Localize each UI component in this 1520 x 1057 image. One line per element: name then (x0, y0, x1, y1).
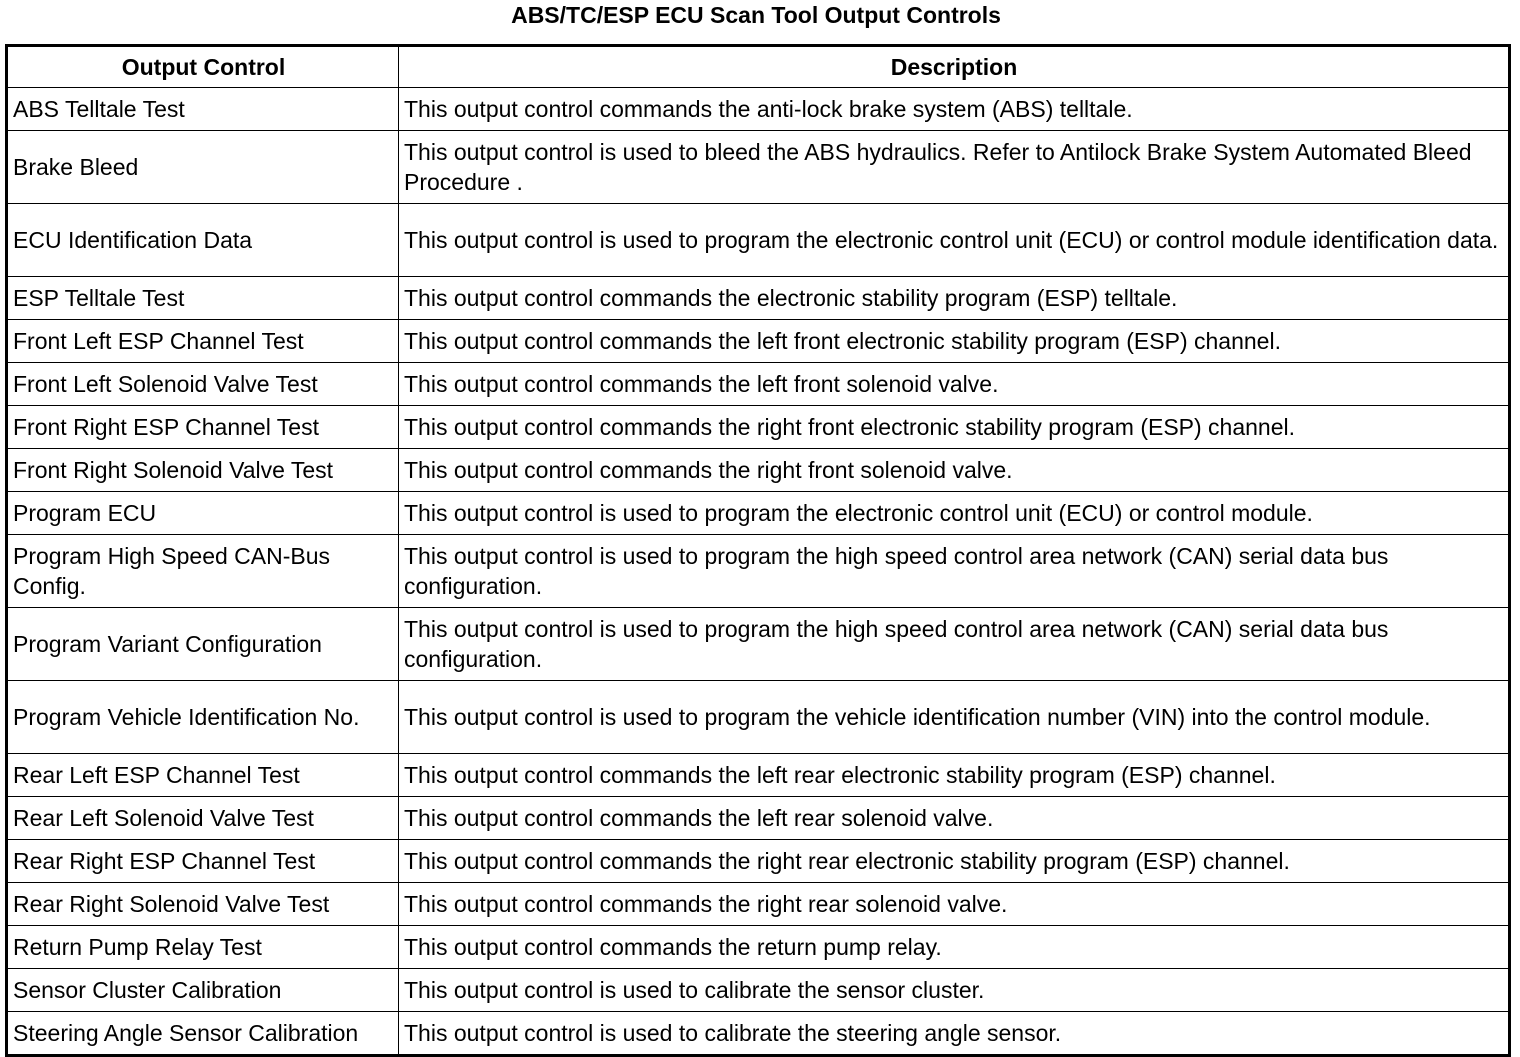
output-control-cell: Program Variant Configuration (7, 608, 399, 681)
table-row (7, 1012, 1510, 1056)
output-controls-table (5, 44, 1511, 1057)
table-row (7, 797, 1510, 840)
description-cell: This output control is used to program the high speed control area network (CAN) serial data bus configuration. (399, 608, 1510, 681)
table-row (7, 449, 1510, 492)
description-cell: This output control commands the left rear electronic stability program (ESP) channel. (399, 754, 1510, 797)
output-control-cell: Rear Right ESP Channel Test (7, 840, 399, 883)
description-cell: This output control commands the right front solenoid valve. (399, 449, 1510, 492)
description-cell: This output control commands the left front electronic stability program (ESP) channel. (399, 320, 1510, 363)
description-cell: This output control commands the electronic stability program (ESP) telltale. (399, 277, 1510, 320)
table-row (7, 204, 1510, 277)
table-row (7, 926, 1510, 969)
description-cell: This output control commands the left front solenoid valve. (399, 363, 1510, 406)
output-control-cell: Steering Angle Sensor Calibration (7, 1012, 399, 1056)
output-control-cell: Sensor Cluster Calibration (7, 969, 399, 1012)
table-row (7, 492, 1510, 535)
table-row (7, 681, 1510, 754)
output-control-cell: Rear Left Solenoid Valve Test (7, 797, 399, 840)
table-row (7, 840, 1510, 883)
output-control-cell: Program ECU (7, 492, 399, 535)
description-cell: This output control is used to program the electronic control unit (ECU) or control module identification data. (399, 204, 1510, 277)
description-cell: This output control is used to bleed the ABS hydraulics. Refer to Antilock Brake System Automated Bleed Procedure . (399, 131, 1510, 204)
output-control-cell: Rear Left ESP Channel Test (7, 754, 399, 797)
column-header-description: Description (399, 46, 1510, 88)
description-cell: This output control commands the right front electronic stability program (ESP) channel. (399, 406, 1510, 449)
output-control-cell: Front Right Solenoid Valve Test (7, 449, 399, 492)
output-control-cell: Front Left ESP Channel Test (7, 320, 399, 363)
output-control-cell: Rear Right Solenoid Valve Test (7, 883, 399, 926)
output-control-cell: Return Pump Relay Test (7, 926, 399, 969)
description-cell: This output control is used to program the electronic control unit (ECU) or control module. (399, 492, 1510, 535)
table-header-row (7, 46, 1510, 88)
table-row (7, 88, 1510, 131)
output-control-cell: Program High Speed CAN-Bus Config. (7, 535, 399, 608)
description-cell: This output control commands the anti-lock brake system (ABS) telltale. (399, 88, 1510, 131)
description-cell: This output control is used to calibrate the sensor cluster. (399, 969, 1510, 1012)
table-row (7, 883, 1510, 926)
description-cell: This output control is used to program the high speed control area network (CAN) serial data bus configuration. (399, 535, 1510, 608)
description-cell: This output control is used to calibrate the steering angle sensor. (399, 1012, 1510, 1056)
table-row (7, 535, 1510, 608)
table-row (7, 363, 1510, 406)
description-cell: This output control commands the right rear electronic stability program (ESP) channel. (399, 840, 1510, 883)
description-cell: This output control is used to program the vehicle identification number (VIN) into the control module. (399, 681, 1510, 754)
table-row (7, 277, 1510, 320)
table-row (7, 608, 1510, 681)
output-control-cell: ECU Identification Data (7, 204, 399, 277)
output-control-cell: ABS Telltale Test (7, 88, 399, 131)
table-row (7, 969, 1510, 1012)
description-cell: This output control commands the right rear solenoid valve. (399, 883, 1510, 926)
page-title: ABS/TC/ESP ECU Scan Tool Output Controls (511, 2, 1001, 28)
description-cell: This output control commands the left rear solenoid valve. (399, 797, 1510, 840)
description-cell: This output control commands the return pump relay. (399, 926, 1510, 969)
table-row (7, 754, 1510, 797)
output-control-cell: Program Vehicle Identification No. (7, 681, 399, 754)
table-row (7, 320, 1510, 363)
table-row (7, 131, 1510, 204)
output-control-cell: Front Right ESP Channel Test (7, 406, 399, 449)
column-header-output-control: Output Control (7, 46, 399, 88)
output-control-cell: Brake Bleed (7, 131, 399, 204)
output-control-cell: Front Left Solenoid Valve Test (7, 363, 399, 406)
table-row (7, 406, 1510, 449)
output-control-cell: ESP Telltale Test (7, 277, 399, 320)
